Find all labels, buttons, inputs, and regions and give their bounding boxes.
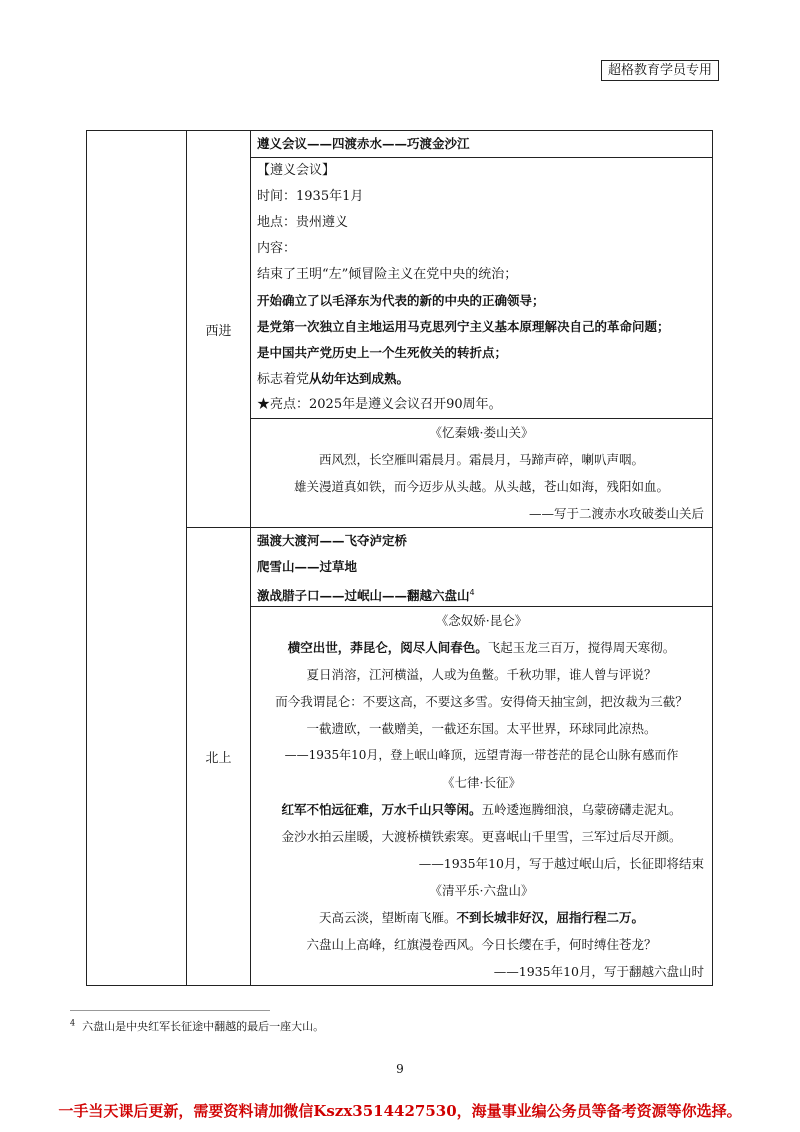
poem-line [251, 904, 712, 931]
content-line: 【遵义会议】 [257, 163, 336, 178]
poem-title: 《忆秦娥·娄山关》 [429, 425, 534, 440]
poem-line: 西风烈，长空雁叫霜晨月。霜晨月，马蹄声碎，喇叭声咽。 [318, 452, 644, 467]
content-line-mixed [251, 366, 712, 392]
content-line: 时间：1935年1月 [257, 189, 364, 204]
poem-title: 《念奴娇·昆仑》 [435, 613, 528, 628]
event-header-cell [251, 131, 713, 158]
poem-line [251, 796, 712, 823]
stage-label: 西进 [205, 323, 232, 339]
poem-line [251, 634, 712, 661]
poem-note: ——1935年10月，登上岷山峰顶，远望青海一带苍茫的昆仑山脉有感而作 [284, 748, 679, 762]
poem-rest-part: 五岭逶迤腾细浪，乌蒙磅礴走泥丸。 [481, 802, 682, 817]
poem-note: ——1935年10月，写于翻越六盘山时 [493, 964, 704, 979]
poem-line: 夏日消溶，江河横溢，人或为鱼鳖。千秋功罪，谁人曾与评说？ [306, 667, 657, 682]
blank-column-cell [87, 131, 187, 986]
footnote-rule [70, 1010, 270, 1011]
poem-title: 《七律·长征》 [442, 775, 521, 790]
event-line-text: 激战腊子口——过岷山——翻越六盘山 [257, 588, 470, 604]
content-line-bold: 是中国共产党历史上一个生死攸关的转折点； [257, 345, 508, 360]
poem-note: ——写于二渡赤水攻破娄山关后 [528, 506, 704, 521]
poem-line: 雄关漫道真如铁，而今迈步从头越。从头越，苍山如海，残阳如血。 [293, 479, 669, 494]
poem-cell-liupanshan [251, 877, 713, 986]
content-line-bold: 是党第一次独立自主地运用马克思列宁主义基本原理解决自己的革命问题； [257, 319, 670, 334]
footnote-ref: 4 [469, 588, 475, 597]
poem-line: 一截遗欧，一截赠美，一截还东国。太平世界，环球同此凉热。 [306, 721, 657, 736]
content-line: 结束了王明“左”倾冒险主义在党中央的统治； [257, 267, 518, 282]
footnote [70, 1018, 324, 1034]
stage-label: 北上 [205, 751, 232, 766]
event-list-cell [251, 528, 713, 607]
poem-bold-part: 横空出世，莽昆仑，阅尽人间春色。 [287, 640, 488, 655]
stage-cell-west [187, 131, 251, 528]
poem-rest-part: 天高云淡，望断南飞雁。 [318, 910, 457, 925]
biaozhi-prefix: 标志着党 [257, 372, 310, 387]
footnote-number: 4 [70, 1018, 76, 1028]
content-line: 地点：贵州遵义 [257, 215, 349, 230]
header-stamp: 超格教育学员专用 [601, 60, 719, 81]
event-line: 强渡大渡河——飞夺泸定桥 [257, 533, 408, 548]
promo-banner: 一手当天课后更新，需要资料请加微信Kszx3514427530，海量事业编公务员等备考资源等你选择。 [58, 1102, 742, 1120]
poem-bold-part: 不到长城非好汉，屈指行程二万。 [456, 910, 645, 925]
poem-line: 六盘山上高峰，红旗漫卷西风。今日长缨在手，何时缚住苍龙？ [306, 937, 657, 952]
poem-cell-loushanguan [251, 419, 713, 528]
poem-note: ——1935年10月，写于越过岷山后，长征即将结束 [418, 856, 704, 871]
page-number: 9 [396, 1062, 404, 1076]
history-table [86, 130, 713, 986]
poem-line: 金沙水拍云崖暖，大渡桥横铁索寒。更喜岷山千里雪，三军过后尽开颜。 [281, 829, 682, 844]
content-line: 内容： [257, 241, 297, 256]
footnote-area [70, 1010, 324, 1034]
poem-rest-part: 飞起玉龙三百万，搅得周天寒彻。 [487, 640, 676, 655]
poem-line: 而今我谓昆仑：不要这高，不要这多雪。安得倚天抽宝剑，把汝裁为三截？ [275, 694, 688, 709]
poem-bold-part: 红军不怕远征难，万水千山只等闲。 [281, 802, 482, 817]
footnote-text: 六盘山是中央红军长征途中翻越的最后一座大山。 [82, 1020, 325, 1033]
poem-cell-kunlun-changzheng [251, 607, 713, 878]
event-line: 爬雪山——过草地 [257, 559, 358, 574]
content-line-bold: 开始确立了以毛泽东为代表的新的中央的正确领导； [257, 293, 545, 308]
poem-title: 《清平乐·六盘山》 [429, 883, 534, 898]
stage-cell-north [187, 528, 251, 986]
event-header: 遵义会议——四渡赤水——巧渡金沙江 [257, 136, 470, 151]
biaozhi-bold: 从幼年达到成熟。 [309, 371, 410, 386]
zunyi-content-cell [251, 158, 713, 419]
event-line [251, 580, 712, 606]
highlight-line: ★亮点：2025年是遵义会议召开90周年。 [257, 397, 502, 412]
